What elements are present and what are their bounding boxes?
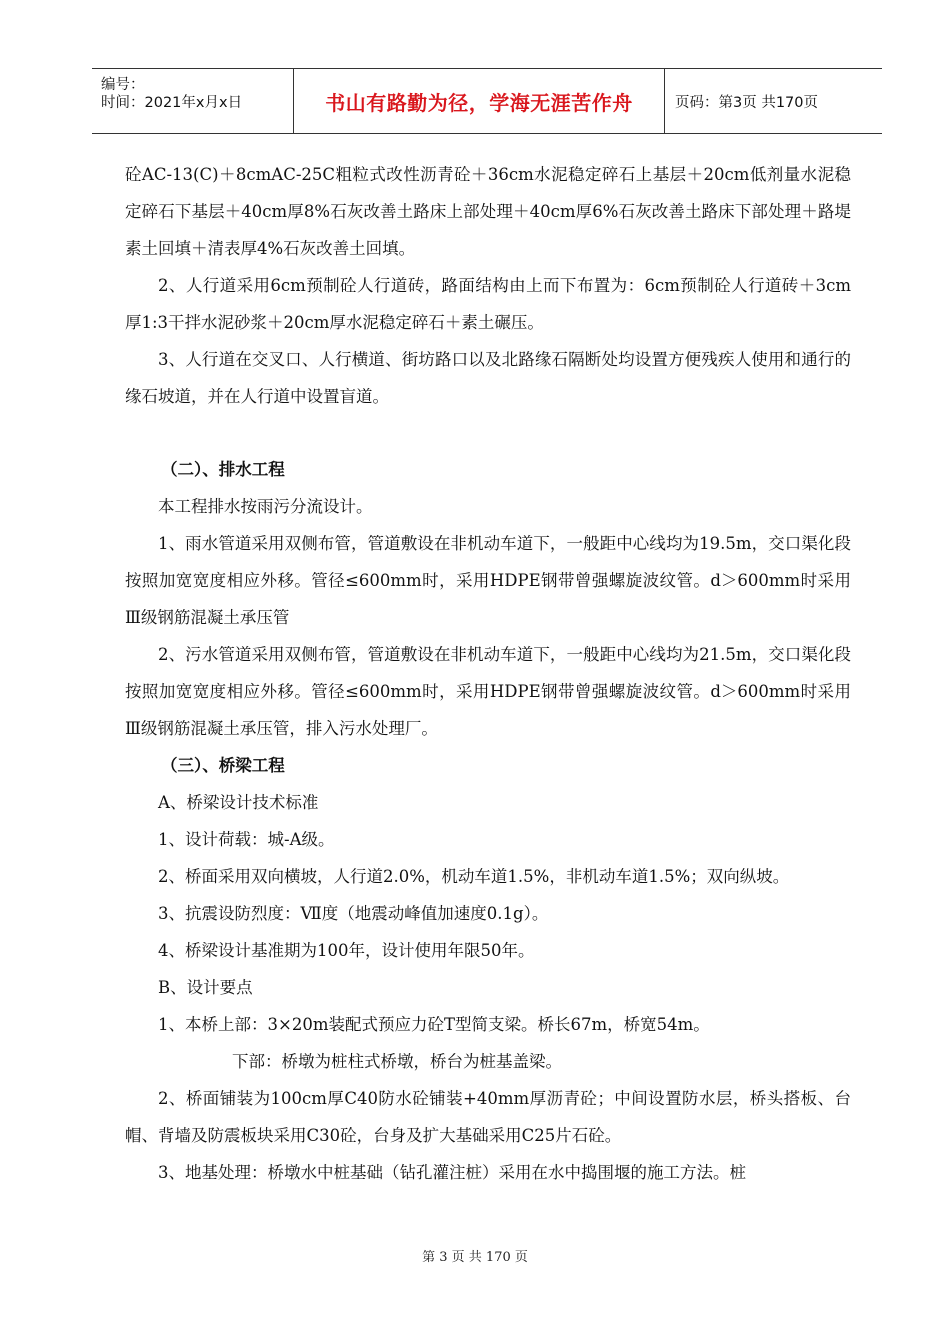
paragraph-sewage-pipes: 2、污水管道采用双侧布管，管道敷设在非机动车道下，一般距中心线均为21.5m，交口渠化段按照加宽宽度相应外移。管径≤600mm时，采用HDPE钢带曾强螺旋波纹管。d＞600mm时采用Ⅲ级钢筋混凝土承压管，排入污水处理厂。 xyxy=(125,645,851,738)
paragraph-foundation: 3、地基处理：桥墩水中桩基础（钻孔灌注桩）采用在水中捣围堰的施工方法。桩 xyxy=(158,1163,746,1182)
paragraph-deck-slope: 2、桥面采用双向横坡，人行道2.0%，机动车道1.5%，非机动车道1.5%；双向纵坡。 xyxy=(158,867,790,886)
header-info xyxy=(92,69,293,133)
paragraph-seismic: 3、抗震设防烈度：Ⅶ度（地震动峰值加速度0.1g）。 xyxy=(158,904,549,923)
paragraph-design-points: B、设计要点 xyxy=(158,978,253,997)
paragraph-bridge-standards: A、桥梁设计技术标准 xyxy=(158,793,319,812)
document-body xyxy=(125,156,851,1191)
document-date: 时间：2021年x月x日 xyxy=(101,95,243,111)
paragraph-substructure: 下部：桥墩为桩柱式桥墩，桥台为桩基盖梁。 xyxy=(232,1052,562,1071)
document-number: 编号： xyxy=(101,77,145,93)
paragraph-superstructure: 1、本桥上部：3×20m装配式预应力砼T型简支梁。桥长67m，桥宽54m。 xyxy=(158,1015,710,1034)
paragraph-sidewalk-structure: 2、人行道采用6cm预制砼人行道砖，路面结构由上而下布置为：6cm预制砼人行道砖＋3cm厚1:3干拌水泥砂浆＋20cm厚水泥稳定碎石＋素土碾压。 xyxy=(125,276,851,332)
section-heading-drainage: （二）、排水工程 xyxy=(161,460,285,479)
paragraph-curb-ramps: 3、人行道在交叉口、人行横道、街坊路口以及北路缘石隔断处均设置方便残疾人使用和通行的缘石坡道，并在人行道中设置盲道。 xyxy=(125,350,851,406)
paragraph-design-period: 4、桥梁设计基准期为100年，设计使用年限50年。 xyxy=(158,941,535,960)
section-gap xyxy=(125,415,851,451)
paragraph-pavement-structure: 砼AC-13(C)＋8cmAC-25C粗粒式改性沥青砼＋36cm水泥稳定碎石上基层＋20cm低剂量水泥稳定碎石下基层＋40cm厚8%石灰改善土路床上部处理＋40cm厚6%石灰改善土路床下部处理＋路堤素土回填＋清表厚4%石灰改善土回填。 xyxy=(125,165,851,258)
header-motto: 书山有路勤为径，学海无涯苦作舟 xyxy=(293,69,665,133)
section-heading-bridge: （三）、桥梁工程 xyxy=(161,756,285,775)
header-page-number: 页码：第3页 共170页 xyxy=(675,94,819,111)
paragraph-rainwater-pipes: 1、雨水管道采用双侧布管，管道敷设在非机动车道下，一般距中心线均为19.5m，交口渠化段按照加宽宽度相应外移。管径≤600mm时，采用HDPE钢带曾强螺旋波纹管。d＞600mm时采用Ⅲ级钢筋混凝土承压管 xyxy=(125,534,851,627)
page-header xyxy=(92,68,882,134)
paragraph-deck-pavement: 2、桥面铺装为100cm厚C40防水砼铺装+40mm厚沥青砼；中间设置防水层，桥头搭板、台帽、背墙及防震板块采用C30砼，台身及扩大基础采用C25片石砼。 xyxy=(125,1089,851,1145)
page-footer: 第 3 页 共 170 页 xyxy=(422,1250,528,1265)
paragraph-drainage-intro: 本工程排水按雨污分流设计。 xyxy=(158,497,373,516)
paragraph-design-load: 1、设计荷载：城-A级。 xyxy=(158,830,335,849)
